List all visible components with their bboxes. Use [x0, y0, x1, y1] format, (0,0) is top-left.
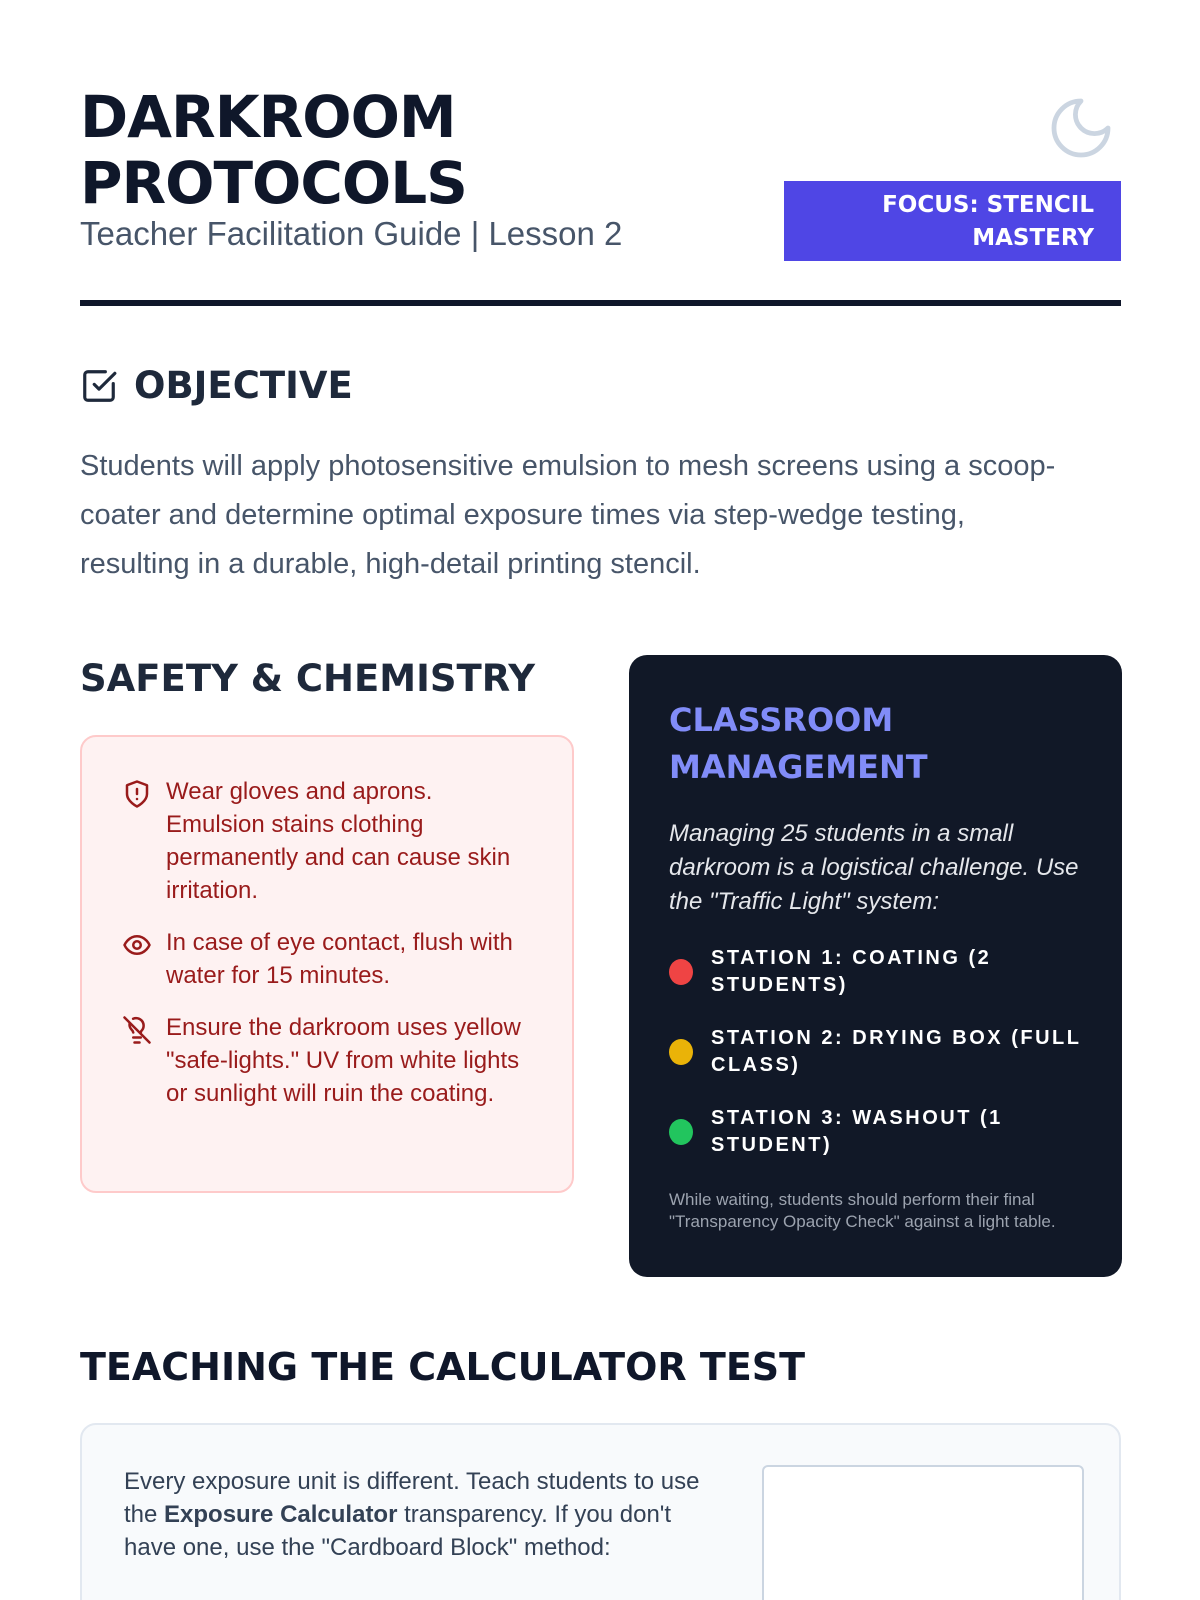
station-item [669, 1105, 1082, 1159]
shield-alert-icon [122, 779, 152, 809]
station-item [669, 1025, 1082, 1079]
red-dot-icon [669, 959, 693, 985]
objective-heading [80, 364, 353, 407]
management-intro: Managing 25 students in a small darkroom is a logistical challenge. Use the "Traffic Light" system: [669, 820, 1079, 915]
station-item [669, 945, 1082, 999]
calculator-box [80, 1423, 1121, 1600]
yellow-dot-icon [669, 1039, 693, 1065]
page-subtitle: Teacher Facilitation Guide | Lesson 2 [80, 215, 623, 252]
safety-item-text: Ensure the darkroom uses yellow "safe-lights." UV from white lights or sunlight will ruin the coating. [166, 1014, 521, 1107]
green-dot-icon [669, 1119, 693, 1145]
station-label: STATION 2: DRYING BOX (FULL CLASS) [711, 1027, 1082, 1076]
objective-text: Students will apply photosensitive emulsion to mesh screens using a scoop-coater and determine optimal exposure times via step-wedge testing, resulting in a durable, high-detail printing stencil. [80, 450, 1056, 580]
safety-item-text: In case of eye contact, flush with water for 15 minutes. [166, 929, 513, 989]
page-title [80, 84, 467, 216]
safety-heading: SAFETY & CHEMISTRY [80, 657, 536, 700]
title-line: DARKROOM [80, 83, 456, 151]
eye-icon [122, 930, 152, 960]
management-footer: While waiting, students should perform their final "Transparency Opacity Check" against a light table. [669, 1190, 1056, 1231]
calc-text-part: transparency. If you don't have one, use the "Cardboard Block" method: [124, 1501, 672, 1561]
calculator-heading: TEACHING THE CALCULATOR TEST [80, 1345, 806, 1389]
safety-item [122, 1011, 536, 1110]
objective-heading-text: OBJECTIVE [134, 364, 353, 407]
classroom-management-card [629, 655, 1122, 1277]
station-label: STATION 3: WASHOUT (1 STUDENT) [711, 1107, 1003, 1156]
header-divider [80, 300, 1121, 306]
calculator-text [124, 1465, 714, 1564]
calc-text-part: Every exposure unit is different. Teach students to use the [124, 1468, 700, 1528]
checkbox-icon [80, 367, 118, 405]
calc-text-bold: Exposure Calculator [164, 1501, 398, 1528]
station-label: STATION 1: COATING (2 STUDENTS) [711, 947, 992, 996]
focus-badge [784, 181, 1121, 261]
management-heading: CLASSROOM MANAGEMENT [669, 701, 928, 786]
badge-line: FOCUS: STENCIL [882, 192, 1094, 218]
safety-item-text: Wear gloves and aprons. Emulsion stains clothing permanently and can cause skin irritation. [166, 778, 511, 904]
lightbulb-off-icon [122, 1015, 152, 1045]
badge-line: MASTERY [972, 225, 1094, 251]
safety-item [122, 926, 536, 992]
calculator-image-placeholder [762, 1465, 1084, 1600]
safety-box [80, 735, 574, 1193]
moon-icon[interactable] [1045, 92, 1117, 164]
title-line: PROTOCOLS [80, 149, 467, 217]
safety-item [122, 775, 536, 907]
